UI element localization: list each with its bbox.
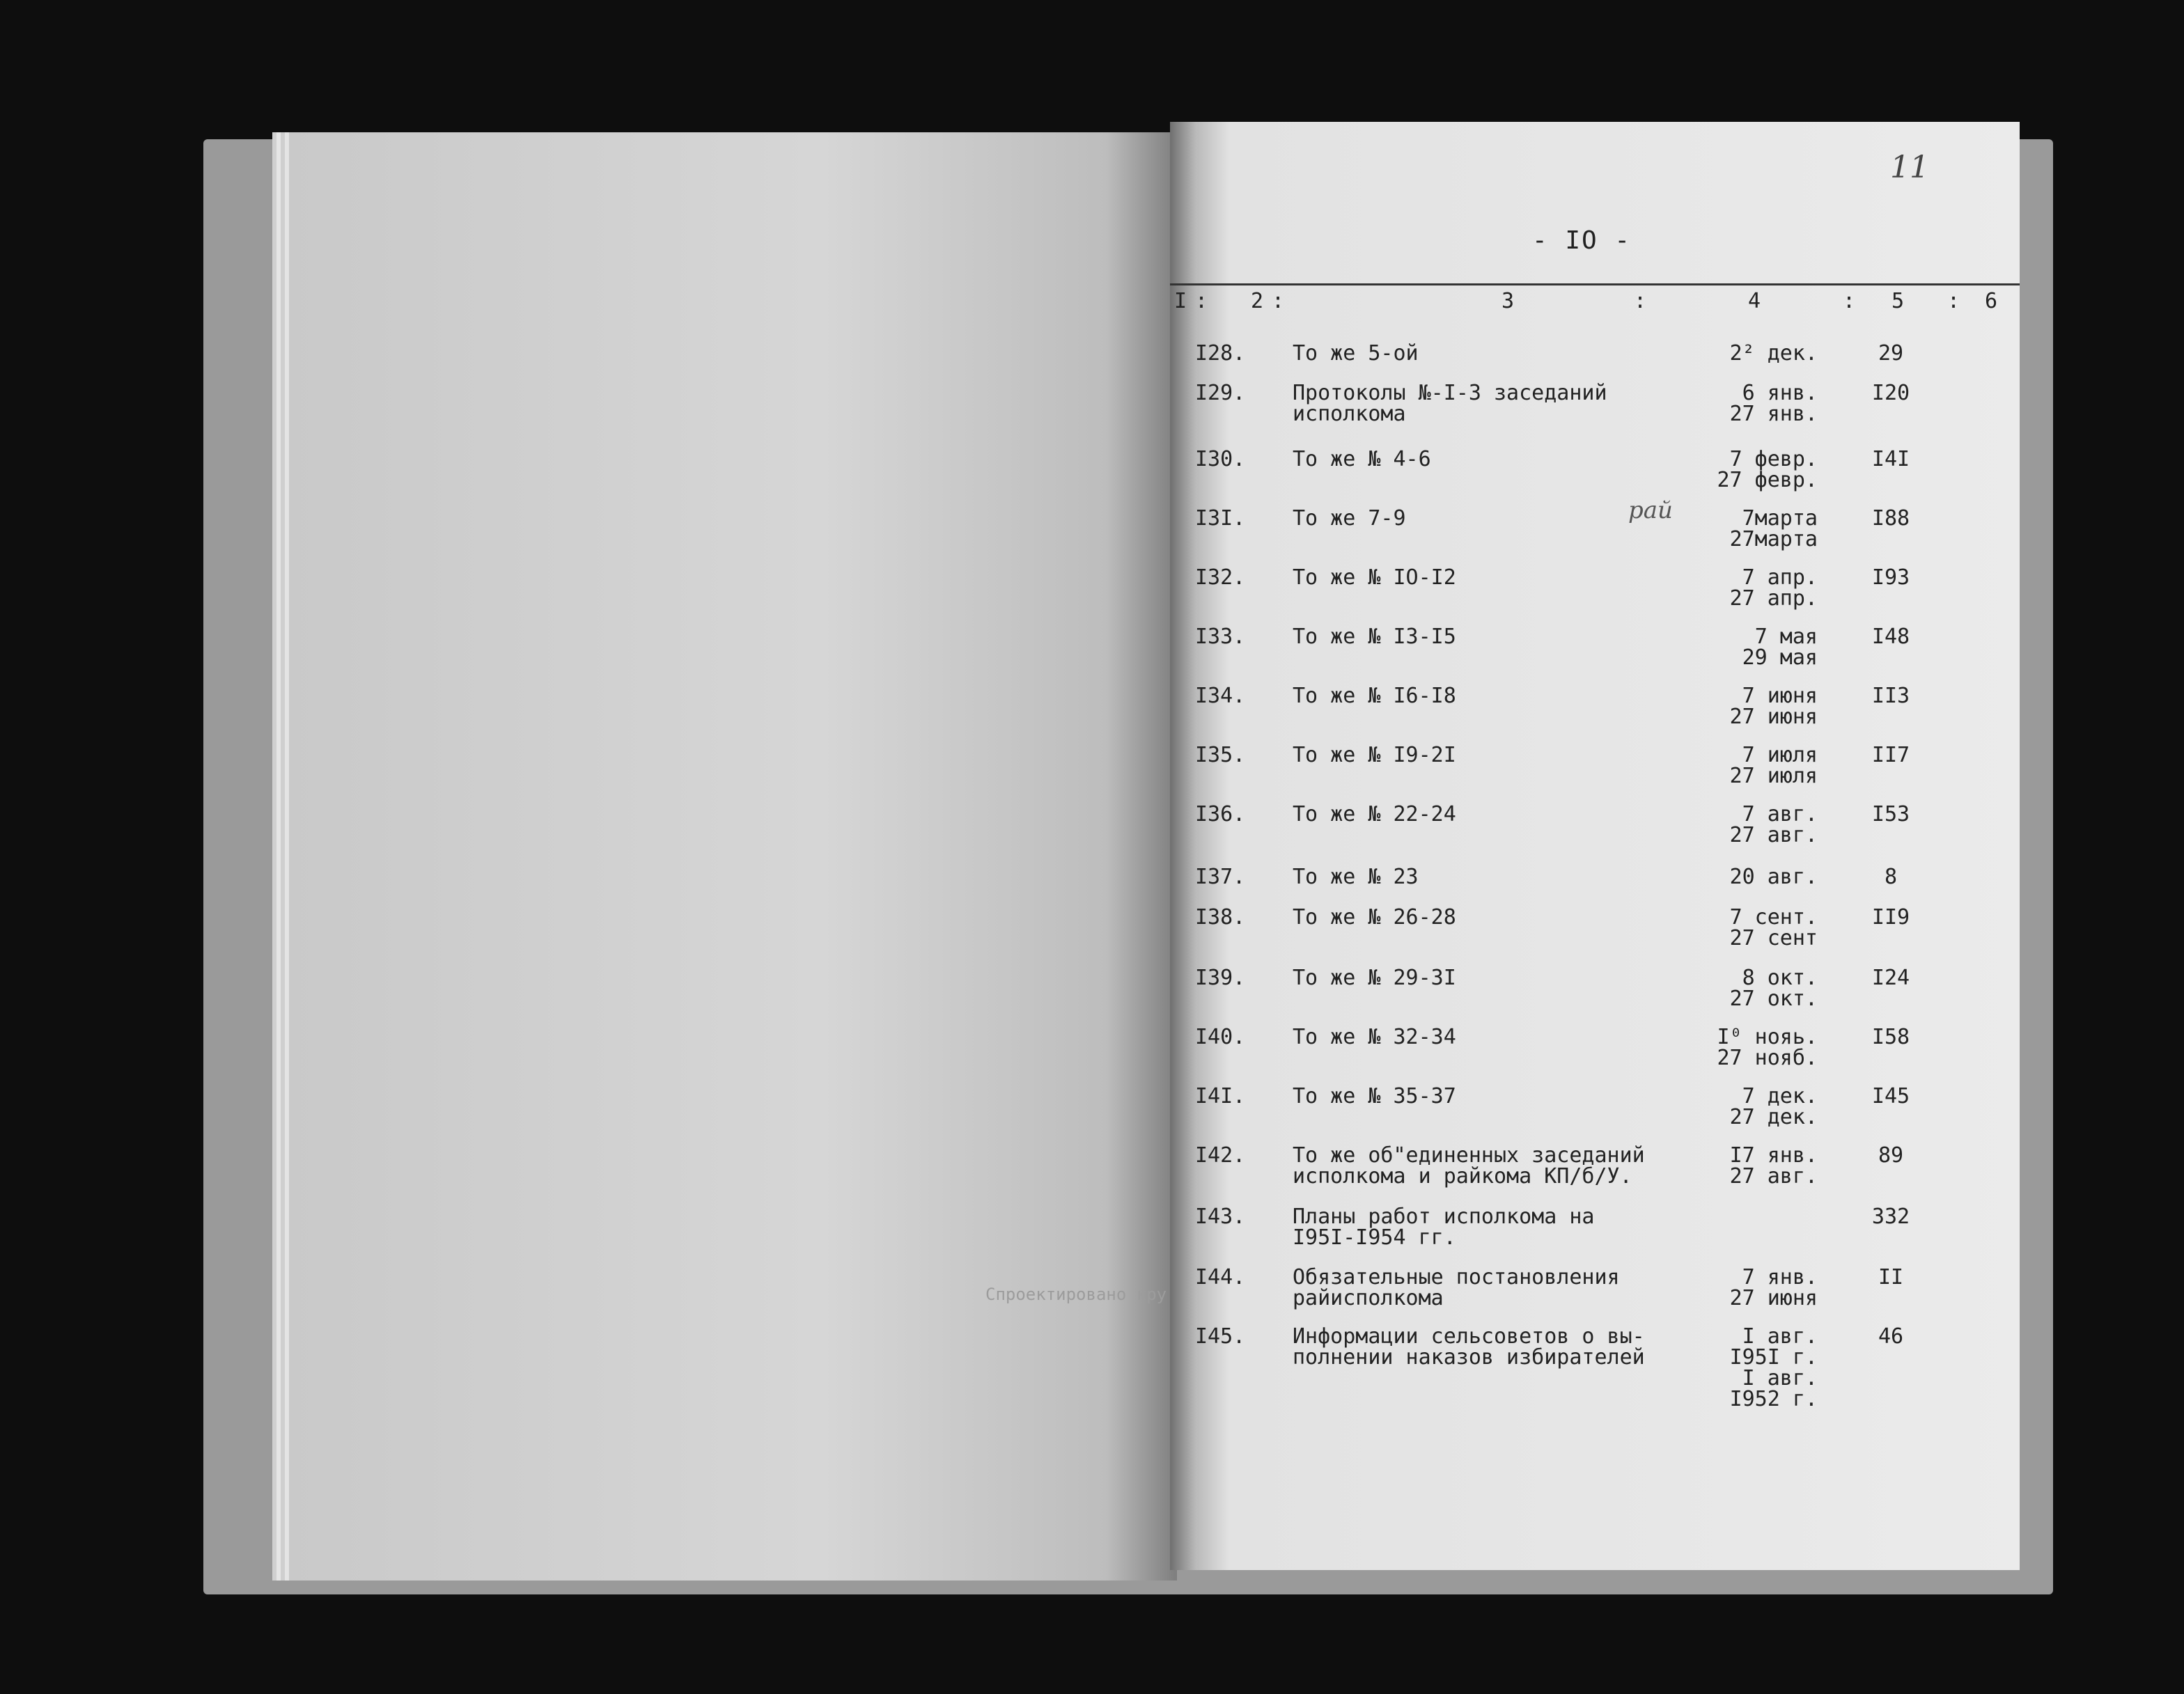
row-dates: 7 апр. 27 апр. <box>1729 565 1818 611</box>
column-header-4: 4 <box>1748 289 1761 313</box>
row-dates: I⁰ нояь. 27 нояб. <box>1717 1025 1818 1070</box>
row-number: I3I. <box>1195 506 1246 531</box>
row-dates: 7 мая 29 мая <box>1742 625 1818 670</box>
right-page <box>1170 122 2020 1570</box>
row-dates: 7 июля 27 июля <box>1729 743 1818 788</box>
column-header-5: 5 <box>1892 289 1905 313</box>
row-title: Протоколы №-I-3 заседаний исполкома <box>1293 381 1607 426</box>
row-page-count: I4I <box>1871 447 1910 471</box>
row-page-count: I48 <box>1871 625 1910 649</box>
row-dates: 7 янв. 27 июня <box>1729 1265 1818 1310</box>
handwritten-note: рай <box>1628 496 1673 524</box>
row-title: То же № 22-24 <box>1293 802 1456 826</box>
page-number: - IO - <box>1532 226 1632 255</box>
row-title: То же об"единенных заседаний исполкома и райкома КП/б/У. <box>1293 1143 1645 1189</box>
row-number: I36. <box>1195 802 1246 826</box>
row-page-count: 89 <box>1878 1143 1904 1168</box>
row-page-count: I24 <box>1871 966 1910 990</box>
row-number: I44. <box>1195 1265 1246 1289</box>
row-page-count: I58 <box>1871 1025 1910 1049</box>
row-number: I37. <box>1195 865 1246 889</box>
column-header-3: 3 <box>1502 289 1515 313</box>
row-number: I30. <box>1195 447 1246 471</box>
row-title: То же № IO-I2 <box>1293 565 1456 590</box>
row-title: То же № 23 <box>1293 865 1419 889</box>
row-page-count: II9 <box>1871 905 1910 930</box>
column-header-1: I <box>1174 289 1187 313</box>
row-title: То же № 26-28 <box>1293 905 1456 930</box>
left-page <box>289 132 1177 1581</box>
row-dates: 6 янв. 27 янв. <box>1729 381 1818 426</box>
row-title: То же № 4-6 <box>1293 447 1431 471</box>
row-number: I45. <box>1195 1324 1246 1349</box>
header-rule <box>1170 283 2020 285</box>
row-title: То же № I3-I5 <box>1293 625 1456 649</box>
row-page-count: II7 <box>1871 743 1910 767</box>
row-page-count: 332 <box>1871 1205 1910 1229</box>
column-separator: : <box>1634 289 1647 313</box>
row-title: Информации сельсоветов о вы- полнении наказов избирателей <box>1293 1324 1645 1370</box>
row-page-count: I93 <box>1871 565 1910 590</box>
column-header-6: 6 <box>1985 289 1998 313</box>
row-number: I38. <box>1195 905 1246 930</box>
row-page-count: I88 <box>1871 506 1910 531</box>
row-number: I29. <box>1195 381 1246 405</box>
row-dates: 7 февр. 27 февр. <box>1717 447 1818 492</box>
row-dates: 7 июня 27 июня <box>1729 684 1818 729</box>
folio-number: 11 <box>1890 150 1929 185</box>
row-page-count: II3 <box>1871 684 1910 708</box>
row-number: I43. <box>1195 1205 1246 1229</box>
row-number: I4I. <box>1195 1084 1246 1108</box>
row-title: То же № 29-3I <box>1293 966 1456 990</box>
row-title: Планы работ исполкома на I95I-I954 гг. <box>1293 1205 1595 1250</box>
row-dates: 7 авг. 27 авг. <box>1729 802 1818 847</box>
row-dates: 7 сент. 27 сент <box>1729 905 1818 950</box>
row-number: I35. <box>1195 743 1246 767</box>
row-dates: 7 дек. 27 дек. <box>1729 1084 1818 1129</box>
row-dates: 8 окт. 27 окт. <box>1729 966 1818 1011</box>
row-title: То же № 35-37 <box>1293 1084 1456 1108</box>
column-separator: : <box>1272 289 1285 313</box>
row-dates: 7марта 27марта <box>1729 506 1818 551</box>
row-dates: 20 авг. <box>1729 865 1818 889</box>
bleed-through-text: Спроектировано кру <box>985 1285 1167 1304</box>
row-number: I33. <box>1195 625 1246 649</box>
row-page-count: I53 <box>1871 802 1910 826</box>
row-number: I28. <box>1195 341 1246 366</box>
row-page-count: I45 <box>1871 1084 1910 1108</box>
row-page-count: II <box>1878 1265 1904 1289</box>
row-number: I34. <box>1195 684 1246 708</box>
row-dates: I авг. I95I г. I авг. I952 г. <box>1729 1324 1818 1411</box>
column-separator: : <box>1947 289 1960 313</box>
row-number: I32. <box>1195 565 1246 590</box>
row-title: То же № I9-2I <box>1293 743 1456 767</box>
row-title: То же № 32-34 <box>1293 1025 1456 1049</box>
row-number: I39. <box>1195 966 1246 990</box>
row-title: То же 5-ой <box>1293 341 1419 366</box>
row-number: I42. <box>1195 1143 1246 1168</box>
column-separator: : <box>1843 289 1856 313</box>
row-page-count: 29 <box>1878 341 1904 366</box>
row-dates: I7 янв. 27 авг. <box>1729 1143 1818 1189</box>
row-page-count: 46 <box>1878 1324 1904 1349</box>
row-title: То же № I6-I8 <box>1293 684 1456 708</box>
row-page-count: I20 <box>1871 381 1910 405</box>
row-page-count: 8 <box>1884 865 1898 889</box>
row-title: Обязательные постановления райисполкома <box>1293 1265 1620 1310</box>
row-number: I40. <box>1195 1025 1246 1049</box>
row-title: То же 7-9 <box>1293 506 1406 531</box>
row-dates: 2² дек. <box>1729 341 1818 366</box>
column-separator: : <box>1195 289 1208 313</box>
column-header-2: 2 <box>1251 289 1264 313</box>
